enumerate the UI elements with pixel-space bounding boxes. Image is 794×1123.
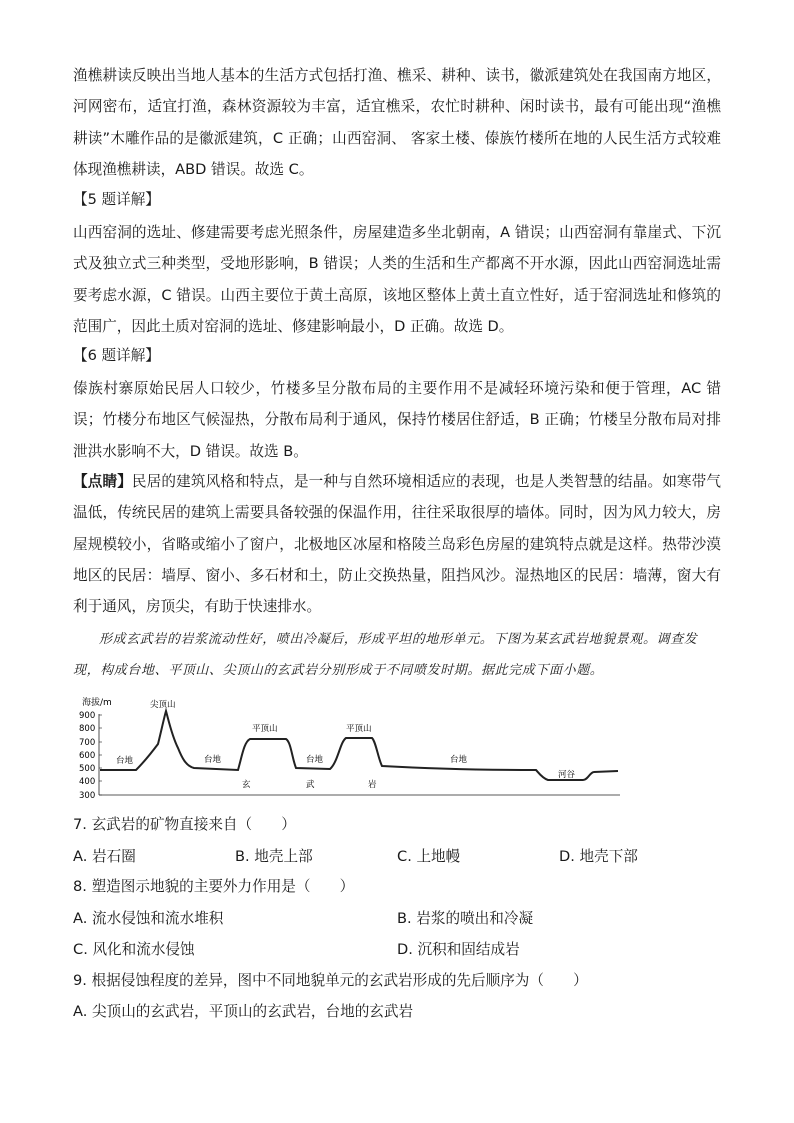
y-tick-label: 500 <box>79 764 96 774</box>
key-point-paragraph <box>73 466 721 622</box>
question-7: 7. 玄武岩的矿物直接来自（ ） <box>73 816 296 833</box>
label-taidi-2: 台地 <box>204 755 222 765</box>
question-9: 9. 根据侵蚀程度的差异，图中不同地貌单元的玄武岩形成的先后顺序为（ ） <box>73 972 588 989</box>
label-taidi-4: 台地 <box>450 755 468 765</box>
y-tick-label: 900 <box>79 711 96 721</box>
q6-heading: 【6 题详解】 <box>73 347 160 364</box>
q5-heading: 【5 题详解】 <box>73 191 160 208</box>
label-taidi-3: 台地 <box>306 755 324 765</box>
label-river-valley: 河谷 <box>558 770 576 780</box>
question-8: 8. 塑造图示地貌的主要外力作用是（ ） <box>73 878 355 895</box>
q8-option-d[interactable]: D. 沉积和固结成岩 <box>397 941 520 958</box>
label-basalt-char-3: 岩 <box>368 780 377 790</box>
q7-option-a[interactable]: A. 岩石圈 <box>73 848 136 865</box>
q8-option-c[interactable]: C. 风化和流水侵蚀 <box>73 941 195 958</box>
label-taidi-1: 台地 <box>116 756 134 766</box>
key-point-text: 民居的建筑风格和特点，是一种与自然环境相适应的表现，也是人类智慧的结晶。如寒带气温低，传统民居的建筑上需要具备较强的保温作用，往往采取很厚的墙体。同时，因为风力较大，房屋规模较小，省略或缩小了窗户，北极地区冰屋和格陵兰岛彩色房屋的建筑特点就是这样。热带沙漠地区的民居：墙厚、窗小、多石材和土，防止交换热量，阻挡风沙。湿热地区的民居：墙薄，窗大有利于通风，房顶尖，有助于快速排水。 <box>73 473 721 616</box>
y-tick-label: 400 <box>79 777 96 787</box>
key-point-tag: 【点睛】 <box>73 473 132 490</box>
q8-option-b[interactable]: B. 岩浆的喷出和冷凝 <box>397 910 534 927</box>
label-pingding-mountain-1: 平顶山 <box>252 724 278 734</box>
q7-option-d[interactable]: D. 地壳下部 <box>559 848 638 865</box>
label-basalt-char-2: 武 <box>306 780 315 790</box>
figure-ylabel: 海拔/m <box>82 698 112 708</box>
y-tick-label: 700 <box>79 738 96 748</box>
q8-option-a[interactable]: A. 流水侵蚀和流水堆积 <box>73 910 224 927</box>
y-ticks <box>79 711 102 801</box>
terrain-profile-line <box>100 711 618 780</box>
material-intro: 形成玄武岩的岩浆流动性好，喷出冷凝后，形成平坦的地形单元。下图为某玄武岩地貌景观。调查发现，构成台地、平顶山、尖顶山的玄武岩分别形成于不同喷发时期。据此完成下面小题。 <box>73 632 698 678</box>
q6-explanation: 傣族村寨原始民居人口较少，竹楼多呈分散布局的主要作用不是减轻环境污染和便于管理，AC 错误；竹楼分布地区气候湿热，分散布局利于通风，保持竹楼居住舒适，B 正确；竹楼呈分散布局对排泄洪水影响不大，D 错误。故选 B。 <box>73 380 721 460</box>
label-jianding-mountain: 尖顶山 <box>150 700 176 710</box>
label-pingding-mountain-2: 平顶山 <box>346 724 372 734</box>
solution-paragraph: 渔樵耕读反映出当地人基本的生活方式包括打渔、樵采、耕种、读书，徽派建筑处在我国南方地区，河网密布，适宜打渔，森林资源较为丰富，适宜樵采，农忙时耕种、闲时读书，最有可能出现“渔樵耕读”木雕作品的是徽派建筑，C 正确；山西窑洞、 客家土楼、傣族竹楼所在地的人民生活方式较难体现渔樵耕读，ABD 错误。故选 C。 <box>73 67 721 178</box>
terrain-profile-figure <box>78 692 626 804</box>
q5-explanation: 山西窑洞的选址、修建需要考虑光照条件，房屋建造多坐北朝南，A 错误；山西窑洞有靠崖式、下沉式及独立式三种类型，受地形影响，B 错误；人类的生活和生产都离不开水源，因此山西窑洞选址需要考虑水源，C 错误。山西主要位于黄土高原，该地区整体上黄土直立性好，适于窑洞选址和修筑的范围广，因此土质对窑洞的选址、修建影响最小，D 正确。故选 D。 <box>73 224 721 335</box>
y-tick-label: 300 <box>79 791 96 801</box>
q7-option-b[interactable]: B. 地壳上部 <box>235 848 313 865</box>
y-tick-label: 800 <box>79 724 96 734</box>
y-tick-label: 600 <box>79 751 96 761</box>
q7-option-c[interactable]: C. 上地幔 <box>397 848 461 865</box>
label-basalt-char-1: 玄 <box>242 780 251 790</box>
q9-option-a[interactable]: A. 尖顶山的玄武岩，平顶山的玄武岩，台地的玄武岩 <box>73 1003 414 1020</box>
